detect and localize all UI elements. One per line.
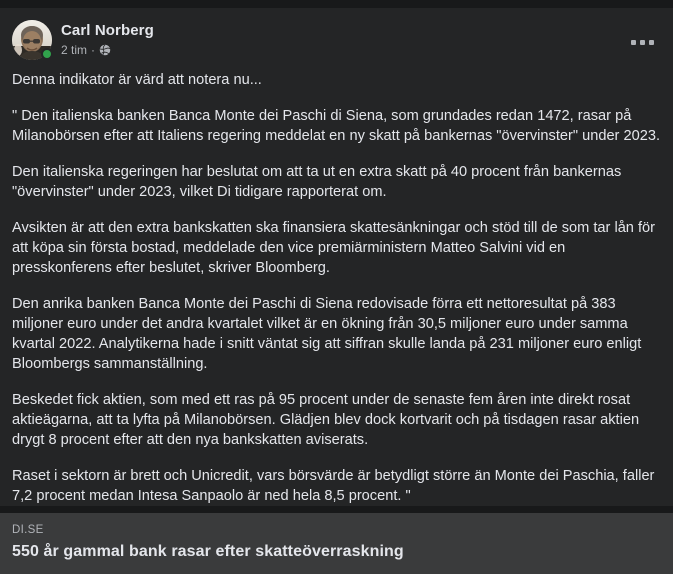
more-dot-3 (649, 40, 654, 45)
post-paragraph: " Den italienska banken Banca Monte dei Paschi di Siena, som grundades redan 1472, rasar på Milanobörsen efter att Italiens regering meddelat en ny skatt på bankernas "övervinster" under 2023. (12, 108, 660, 144)
post-card (0, 8, 673, 574)
post-paragraph: Avsikten är att den extra bankskatten ska finansiera skattesänkningar och stöd till de som tar lån för att köpa sin första bostad, meddelade den vice premiärministern Matteo Salvini vid en presskonferens efter beslutet, skriver Bloomberg. (12, 220, 656, 276)
link-preview-domain: DI.SE (12, 524, 44, 536)
post-paragraph: Beskedet fick aktien, som med ett ras på 95 procent under de senaste fem åren inte direkt rosat aktieägarna, att ta lyfta på Milanobörsen. Glädjen blev dock kortvarit och på tisdagen rasar aktien drygt 8 procent efter att den nya bankskatten aviserats. (12, 392, 640, 448)
more-dot-2 (640, 40, 645, 45)
post-body (0, 64, 673, 506)
post-timestamp[interactable]: 2 tim (61, 43, 88, 57)
author-block (61, 20, 154, 58)
author-name[interactable]: Carl Norberg (61, 22, 154, 39)
online-status-badge (41, 48, 53, 60)
post-meta (61, 42, 154, 58)
post-paragraph: Den anrika banken Banca Monte dei Paschi di Siena redovisade förra ett nettoresultat på 383 miljoner euro under det andra kvartalet vilket är en ökning från 30,5 miljoner euro under samma kvartal 2022. Analytikerna hade i snitt väntat sig att siffran skulle landa på 231 miljoner euro enligt Bloombergs sammanställning. (12, 296, 642, 372)
post-paragraph: Den italienska regeringen har beslutat om att ta ut en extra skatt på 40 procent från bankernas "övervinster" under 2023, vilket Di tidigare rapporterat om. (12, 164, 622, 200)
avatar[interactable] (12, 20, 52, 60)
meta-separator: · (91, 43, 96, 57)
post-paragraph: Raset i sektorn är brett och Unicredit, vars börsvärde är betydligt större än Monte dei Paschia, faller 7,2 procent medan Intesa Sanpaolo är ned hela 8,5 procent. " (12, 468, 655, 504)
post-options-button[interactable] (625, 32, 659, 52)
top-background-strip (0, 0, 673, 8)
link-preview-divider (0, 506, 673, 513)
more-dot-1 (631, 40, 636, 45)
link-preview-title[interactable]: 550 år gammal bank rasar efter skatteöverraskning (12, 543, 404, 560)
link-preview-card[interactable] (0, 513, 673, 574)
post-header (0, 8, 673, 64)
post-paragraph: Denna indikator är värd att notera nu... (12, 72, 262, 88)
globe-icon[interactable] (99, 44, 111, 56)
